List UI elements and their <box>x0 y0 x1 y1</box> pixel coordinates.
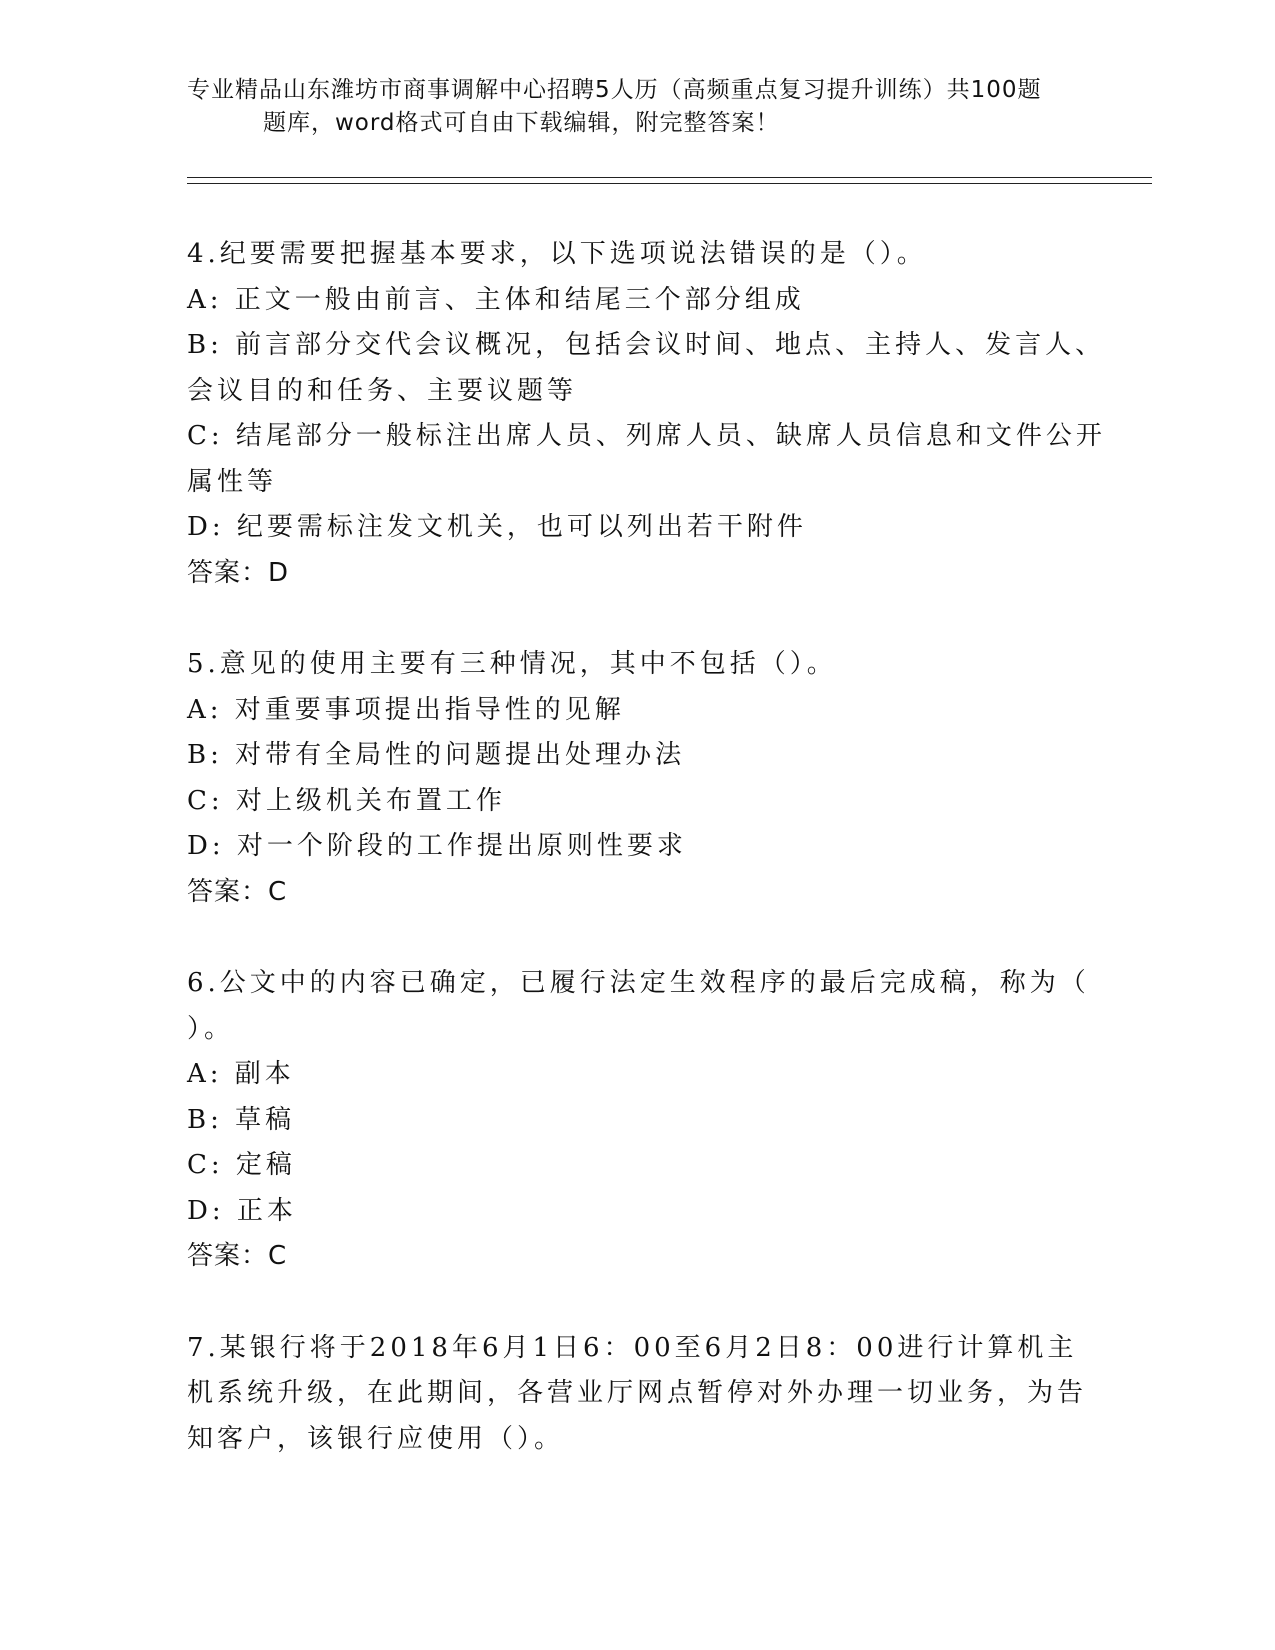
option-b: B: 前言部分交代会议概况，包括会议时间、地点、主持人、发言人、 <box>187 330 1106 360</box>
option-c: C: 结尾部分一般标注出席人员、列席人员、缺席人员信息和文件公开 <box>187 421 1106 451</box>
option-d: D: 正本 <box>187 1195 297 1226</box>
option-a: A: 正文一般由前言、主体和结尾三个部分组成 <box>187 284 805 315</box>
header-divider-bottom <box>187 183 1152 184</box>
spacer <box>187 596 1087 642</box>
answer-label: 答案：C <box>187 1241 288 1271</box>
question-block <box>187 1326 1087 1463</box>
question-stem-continued: 知客户，该银行应使用（）。 <box>187 1423 565 1454</box>
question-stem: 6.公文中的内容已确定，已履行法定生效程序的最后完成稿，称为（ <box>187 968 1090 998</box>
question-block <box>187 642 1087 915</box>
question-block <box>187 961 1090 1280</box>
spacer <box>187 1280 1087 1326</box>
header-divider-top <box>187 177 1152 178</box>
option-b: B: 草稿 <box>187 1104 296 1135</box>
question-stem-continued: 机系统升级，在此期间，各营业厅网点暂停对外办理一切业务，为告 <box>187 1378 1088 1408</box>
option-d: D: 纪要需标注发文机关，也可以列出若干附件 <box>187 512 807 542</box>
answer-label: 答案：D <box>187 557 290 588</box>
option-c-continued: 属性等 <box>187 466 278 497</box>
option-a: A: 副本 <box>187 1059 295 1089</box>
question-stem-continued: ）。 <box>187 1013 235 1044</box>
option-c: C: 对上级机关布置工作 <box>187 785 506 816</box>
document-header <box>187 74 1087 140</box>
spacer <box>187 915 1087 961</box>
question-stem: 4.纪要需要把握基本要求，以下选项说法错误的是（）。 <box>187 239 927 269</box>
question-stem: 5.意见的使用主要有三种情况，其中不包括（）。 <box>187 649 837 679</box>
option-a: A: 对重要事项提出指导性的见解 <box>187 694 625 725</box>
option-c: C: 定稿 <box>187 1150 296 1180</box>
question-list <box>187 232 1106 1462</box>
option-b-continued: 会议目的和任务、主要议题等 <box>187 375 578 406</box>
option-d: D: 对一个阶段的工作提出原则性要求 <box>187 831 687 861</box>
question-block <box>187 232 1106 596</box>
header-title-line-1: 专业精品山东潍坊市商事调解中心招聘5人历（高频重点复习提升训练）共100题 <box>187 77 1042 103</box>
question-stem: 7.某银行将于2018年6月1日6：00至6月2日8：00进行计算机主 <box>187 1332 1078 1363</box>
header-title-line-2: 题库，word格式可自由下载编辑，附完整答案！ <box>263 110 780 136</box>
answer-label: 答案：C <box>187 876 288 907</box>
option-b: B: 对带有全局性的问题提出处理办法 <box>187 740 686 770</box>
